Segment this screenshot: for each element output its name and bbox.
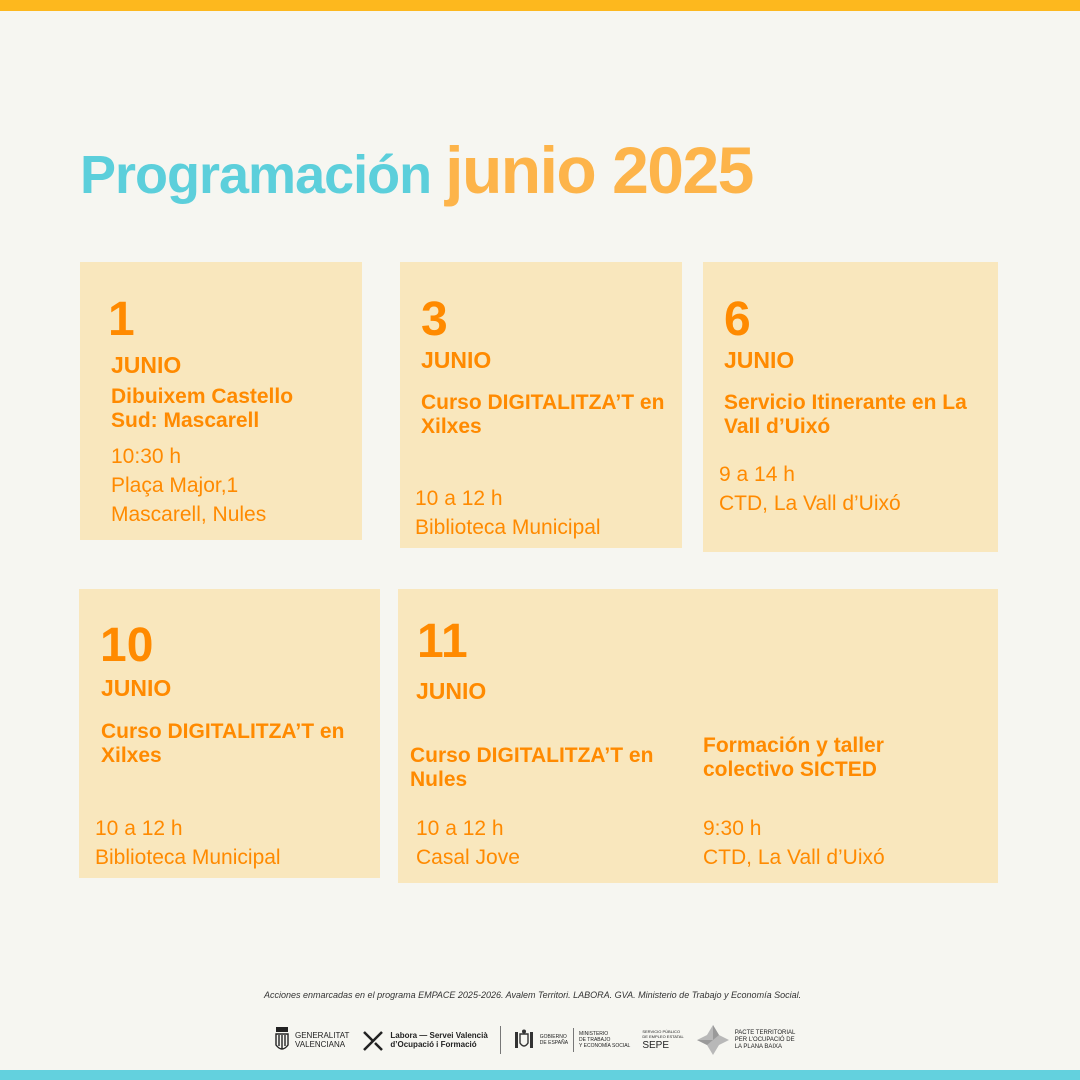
sepe-logo-text: SEPE xyxy=(642,1040,670,1051)
event-place: Casal Jove xyxy=(416,846,520,869)
event-title-secondary: Formación y taller colectivo SICTED xyxy=(703,734,884,781)
event-time: 10 a 12 h xyxy=(95,817,183,840)
event-title: Servicio Itinerante en La Vall d’Uixó xyxy=(724,391,967,438)
pacte-territorial-logo xyxy=(696,1024,796,1056)
ministerio-logo-text: MINISTERIO DE TRABAJO Y ECONOMÍA SOCIAL xyxy=(579,1031,631,1049)
event-time: 10 a 12 h xyxy=(415,487,503,510)
event-place: Biblioteca Municipal xyxy=(415,516,601,539)
pacte-star-icon xyxy=(696,1024,730,1056)
logo-inner-divider xyxy=(573,1028,574,1052)
sponsor-logos xyxy=(274,1022,795,1058)
event-card-june-11 xyxy=(398,589,998,883)
sepe-logo xyxy=(642,1029,683,1051)
labora-logo-text: Labora — Servei Valencià d’Ocupació i Formació xyxy=(390,1031,488,1049)
title-month-year: junio 2025 xyxy=(445,133,753,207)
logo-divider xyxy=(500,1026,501,1054)
event-title: Curso DIGITALITZA’T en Xilxes xyxy=(101,720,345,767)
labora-logo xyxy=(361,1028,487,1052)
event-place: CTD, La Vall d’Uixó xyxy=(719,492,901,515)
event-month: JUNIO xyxy=(101,675,172,701)
event-card-june-6 xyxy=(703,262,998,552)
event-month: JUNIO xyxy=(421,347,492,373)
event-day: 11 xyxy=(417,615,468,668)
spain-coat-of-arms-icon xyxy=(513,1029,535,1051)
pacte-logo-text: PACTE TERRITORIAL PER L’OCUPACIÓ DE LA PLANA BAIXA xyxy=(734,1029,796,1050)
event-day: 1 xyxy=(108,293,135,346)
generalitat-crest-icon xyxy=(274,1025,290,1055)
event-card-june-10 xyxy=(79,589,380,878)
event-place-secondary: CTD, La Vall d’Uixó xyxy=(703,846,885,869)
top-accent-bar xyxy=(0,0,1080,11)
event-time: 10 a 12 h xyxy=(416,817,504,840)
title-programacion: Programación xyxy=(80,145,432,205)
event-place: Plaça Major,1 xyxy=(111,474,239,497)
event-day: 10 xyxy=(100,619,154,672)
event-place-town: Mascarell, Nules xyxy=(111,503,267,526)
page-title xyxy=(80,132,753,208)
event-day: 6 xyxy=(724,293,751,346)
event-month: JUNIO xyxy=(111,352,182,378)
gobierno-logo xyxy=(513,1028,631,1052)
event-place: Biblioteca Municipal xyxy=(95,846,281,869)
footer-disclaimer: Acciones enmarcadas en el programa EMPACE 2025-2026. Avalem Territori. LABORA. GVA. Ministerio de Trabajo y Economía Social. xyxy=(264,990,802,1000)
labora-mark-icon xyxy=(361,1028,385,1052)
event-title: Curso DIGITALITZA’T en Xilxes xyxy=(421,391,665,438)
generalitat-logo-text: GENERALITAT VALENCIANA xyxy=(295,1031,350,1049)
event-title: Dibuixem Castello Sud: Mascarell xyxy=(111,385,294,432)
event-month: JUNIO xyxy=(416,678,487,704)
event-month: JUNIO xyxy=(724,347,795,373)
event-title: Curso DIGITALITZA’T en Nules xyxy=(410,744,654,791)
event-time: 9 a 14 h xyxy=(719,463,795,486)
gobierno-logo-text: GOBIERNO DE ESPAÑA xyxy=(539,1034,569,1046)
event-card-june-3 xyxy=(400,262,682,548)
bottom-accent-bar xyxy=(0,1070,1080,1080)
event-time-secondary: 9:30 h xyxy=(703,817,762,840)
sepe-logo-subtext: SERVICIO PÚBLICO DE EMPLEO ESTATAL xyxy=(642,1029,684,1039)
event-card-june-1 xyxy=(80,262,362,540)
event-day: 3 xyxy=(421,293,448,346)
generalitat-logo xyxy=(274,1025,349,1055)
event-time: 10:30 h xyxy=(111,445,182,468)
